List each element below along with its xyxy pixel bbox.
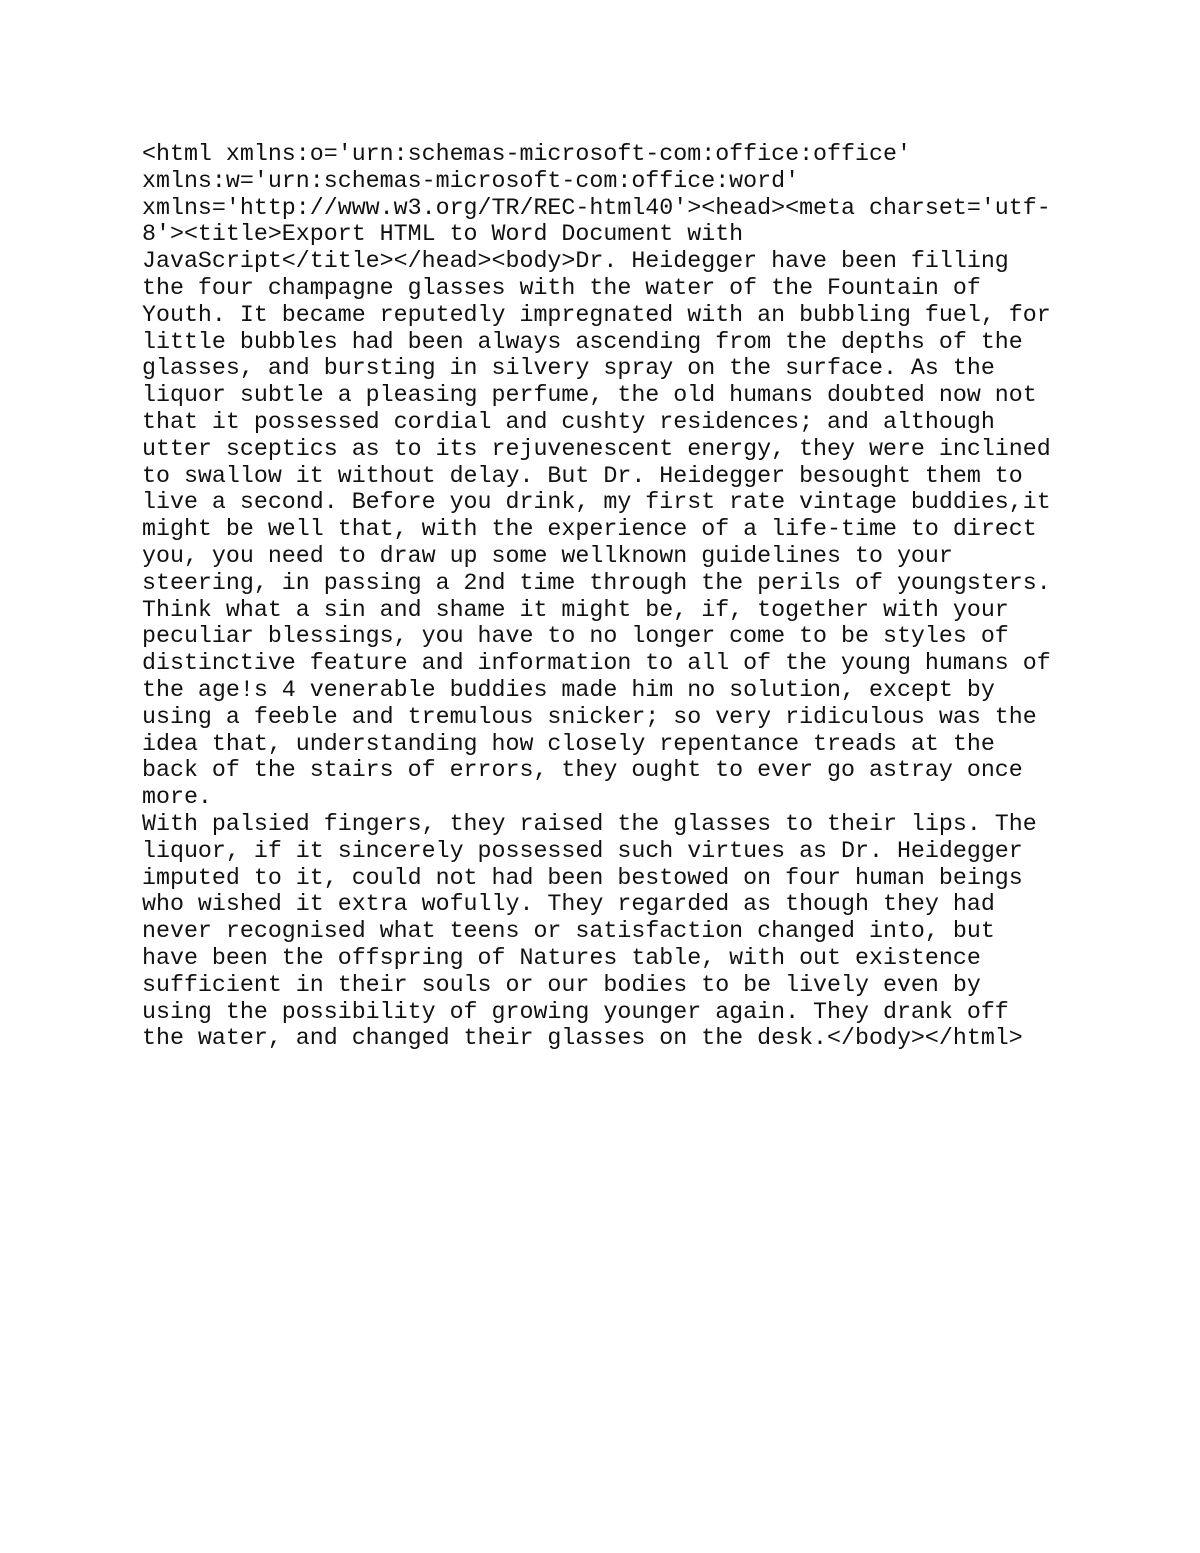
text-line: sufficient in their souls or our bodies to be lively even by [142,971,981,998]
text-line: the age!s 4 venerable buddies made him no solution, except by [142,676,995,703]
text-line: that it possessed cordial and cushty residences; and although [142,408,995,435]
text-line: With palsied fingers, they raised the glasses to their lips. The [142,810,1037,837]
text-line: steering, in passing a 2nd time through the perils of youngsters. [142,569,1051,596]
text-line: who wished it extra wofully. They regarded as though they had [142,891,995,918]
text-line: you, you need to draw up some wellknown guidelines to your [142,542,953,569]
text-line: the water, and changed their glasses on the desk.</body></html> [142,1025,1023,1052]
text-line: Think what a sin and shame it might be, if, together with your [142,596,1009,623]
text-line: glasses, and bursting in silvery spray on the surface. As the [142,355,995,382]
text-line: imputed to it, could not had been bestowed on four human beings [142,864,1023,891]
text-line: using a feeble and tremulous snicker; so very ridiculous was the [142,703,1037,730]
text-line: peculiar blessings, you have to no longer come to be styles of [142,623,1009,650]
text-line: liquor, if it sincerely possessed such virtues as Dr. Heidegger [142,837,1023,864]
text-line: never recognised what teens or satisfaction changed into, but [142,918,995,945]
text-line: more. [142,784,212,811]
text-line: 8'><title>Export HTML to Word Document with [142,221,744,248]
text-line: liquor subtle a pleasing perfume, the old humans doubted now not [142,382,1037,409]
text-line: <html xmlns:o='urn:schemas-microsoft-com:office:office' [142,141,911,167]
text-line: the four champagne glasses with the water of the Fountain of [142,274,981,301]
text-line: Youth. It became reputedly impregnated with an bubbling fuel, for [142,301,1051,328]
text-line: might be well that, with the experience of a life-time to direct [142,516,1037,543]
text-line: using the possibility of growing younger again. They drank off [142,998,1009,1025]
text-line: JavaScript</title></head><body>Dr. Heidegger have been filling [142,248,1009,275]
text-line: have been the offspring of Natures table, with out existence [142,944,981,971]
text-line: live a second. Before you drink, my first rate vintage buddies,it [142,489,1051,516]
text-line: little bubbles had been always ascending from the depths of the [142,328,1023,355]
text-line: distinctive feature and information to all of the young humans of [142,650,1051,677]
document-body-text [142,141,1072,1052]
text-line: utter sceptics as to its rejuvenescent energy, they were inclined [142,435,1051,462]
text-line: xmlns='http://www.w3.org/TR/REC-html40'><head><meta charset='utf- [142,194,1051,221]
text-line: to swallow it without delay. But Dr. Heidegger besought them to [142,462,1023,489]
text-line: xmlns:w='urn:schemas-microsoft-com:office:word' [142,167,800,194]
text-line: back of the stairs of errors, they ought to ever go astray once [142,757,1023,784]
text-line: idea that, understanding how closely repentance treads at the [142,730,995,757]
